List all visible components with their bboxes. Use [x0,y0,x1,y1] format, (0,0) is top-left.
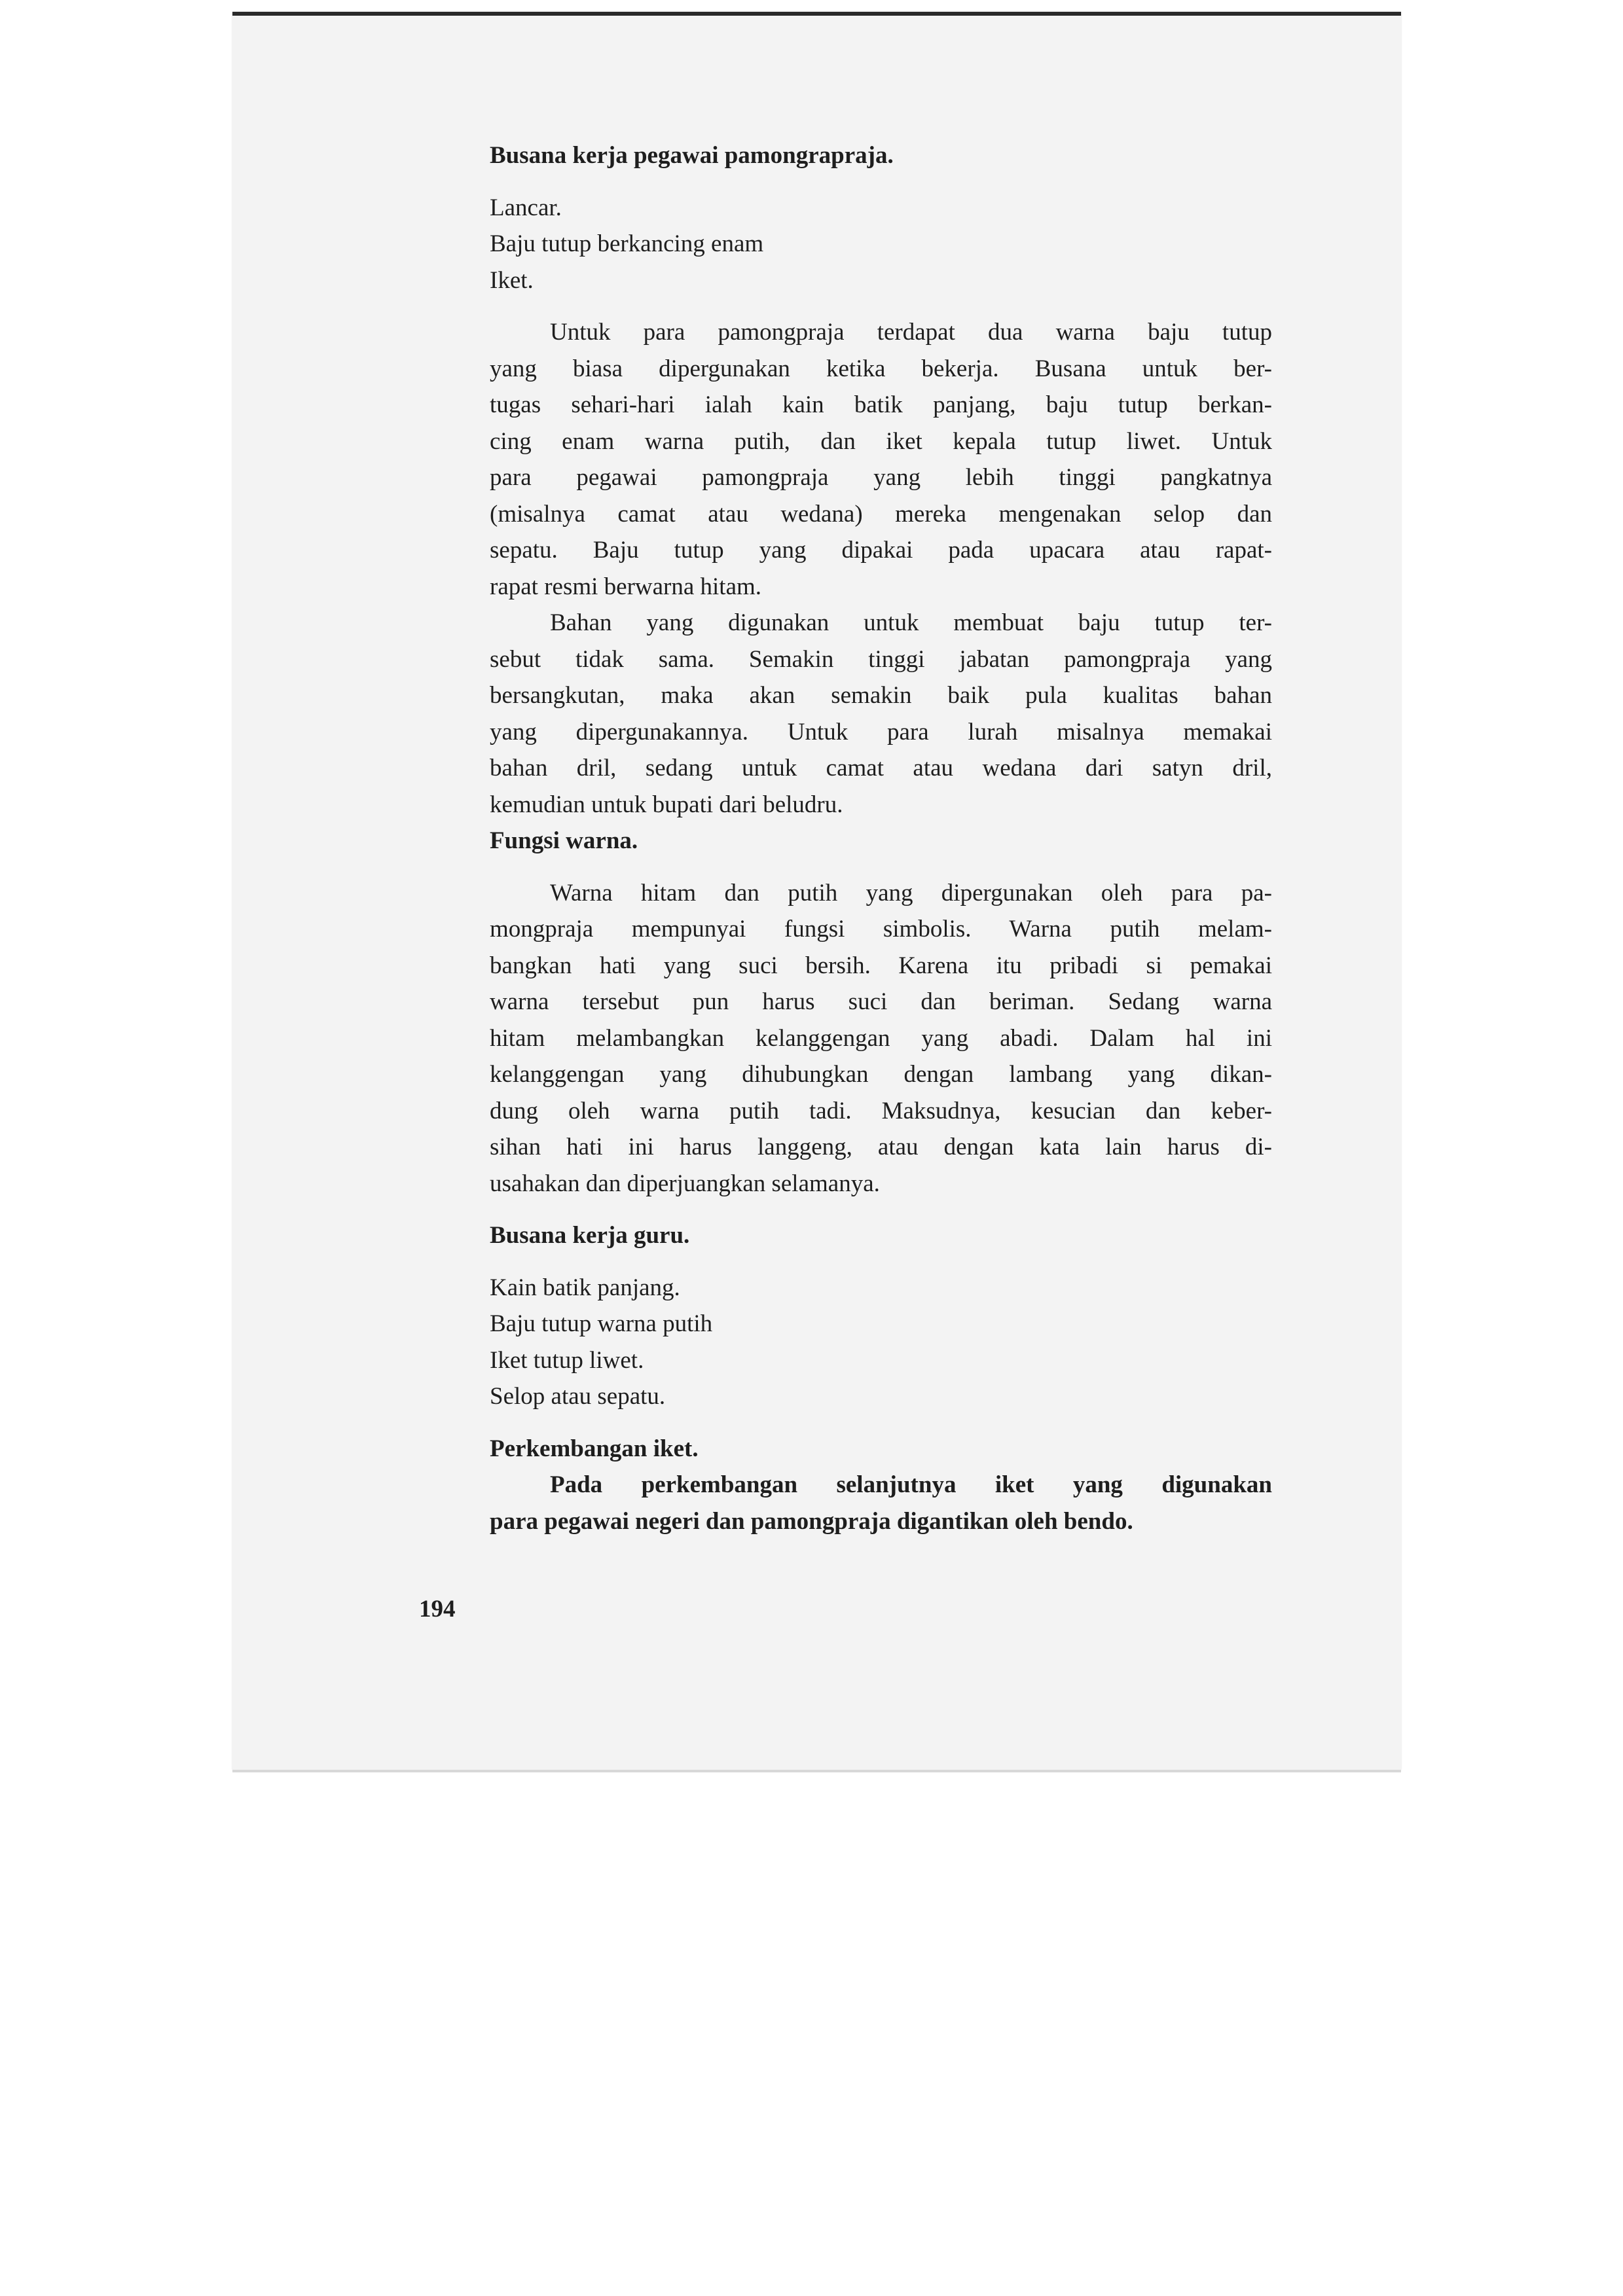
paragraph-line: hitam melambangkan kelanggengan yang abadi. Dalam hal ini [490,1024,1272,1052]
list-item: Lancar. [490,194,562,221]
paragraph-line: tugas sehari-hari ialah kain batik panjang, baju tutup berkan- [490,391,1272,418]
paragraph-line: usahakan dan diperjuangkan selamanya. [490,1170,880,1197]
list-item: Baju tutup warna putih [490,1310,713,1337]
list-item: Kain batik panjang. [490,1274,680,1301]
paragraph-line: Bahan yang digunakan untuk membuat baju tutup ter- [550,609,1272,636]
paragraph-line: para pegawai negeri dan pamongpraja digantikan oleh bendo. [490,1507,1133,1535]
list-item: Baju tutup berkancing enam [490,230,764,257]
page-body [490,137,1275,1539]
paragraph-line: para pegawai pamongpraja yang lebih tinggi pangkatnya [490,464,1272,491]
paragraph-line: yang biasa dipergunakan ketika bekerja. Busana untuk ber- [490,355,1272,382]
paragraph-line: yang dipergunakannya. Untuk para lurah misalnya memakai [490,718,1272,745]
paragraph-line: (misalnya camat atau wedana) mereka mengenakan selop dan [490,500,1272,528]
list-item: Iket. [490,266,534,294]
paragraph-line: kelanggengan yang dihubungkan dengan lambang yang dikan- [490,1061,1272,1088]
paragraph-line: Warna hitam dan putih yang dipergunakan oleh para pa- [550,879,1272,906]
heading-perkembangan-iket: Perkembangan iket. [490,1435,699,1462]
paragraph-line: sihan hati ini harus langgeng, atau dengan kata lain harus di- [490,1134,1272,1160]
paragraph-line: warna tersebut pun harus suci dan beriman. Sedang warna [490,988,1272,1015]
paragraph-line: rapat resmi berwarna hitam. [490,573,762,600]
paragraph-line: dung oleh warna putih tadi. Maksudnya, kesucian dan keber- [490,1097,1272,1124]
heading-busana-pamongpraja: Busana kerja pegawai pamongrapraja. [490,142,894,169]
paragraph-line: sepatu. Baju tutup yang dipakai pada upacara atau rapat- [490,537,1272,564]
paragraph-line: Pada perkembangan selanjutnya iket yang digunakan [550,1471,1272,1498]
paragraph-line: bahan dril, sedang untuk camat atau wedana dari satyn dril, [490,755,1272,781]
page-number: 194 [419,1596,456,1623]
paragraph-line: bangkan hati yang suci bersih. Karena itu pribadi si pemakai [490,952,1272,979]
list-item: Selop atau sepatu. [490,1383,666,1410]
paragraph-line: cing enam warna putih, dan iket kepala tutup liwet. Untuk [490,427,1272,455]
paragraph-line: bersangkutan, maka akan semakin baik pula kualitas bahan [490,682,1272,709]
paragraph-line: sebut tidak sama. Semakin tinggi jabatan pamongpraja yang [490,645,1272,673]
paragraph-line: mongpraja mempunyai fungsi simbolis. Warna putih melam- [490,916,1272,942]
paragraph-line: Untuk para pamongpraja terdapat dua warna baju tutup [550,319,1272,346]
heading-busana-guru: Busana kerja guru. [490,1222,690,1249]
list-item: Iket tutup liwet. [490,1346,644,1374]
paragraph-line: kemudian untuk bupati dari beludru. [490,791,843,818]
heading-fungsi-warna: Fungsi warna. [490,827,638,854]
